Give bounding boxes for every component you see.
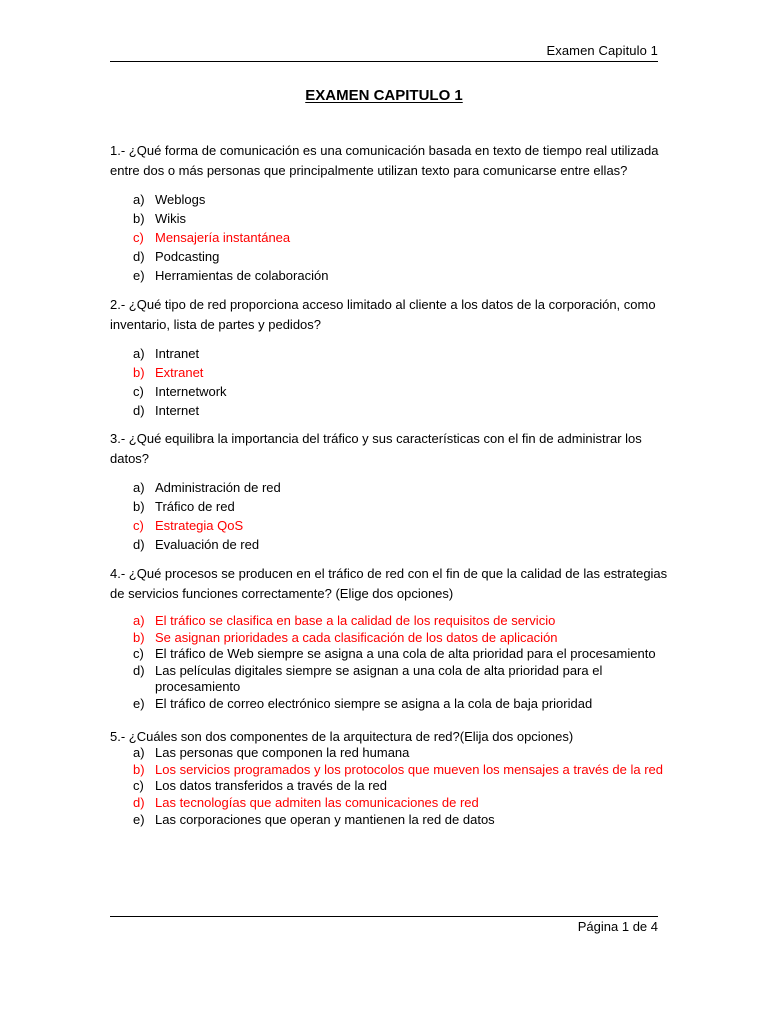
question-3: 3.- ¿Qué equilibra la importancia del tráfico y sus características con el fin de administrar los datos? [110,431,642,466]
option-text: El tráfico de correo electrónico siempre se asigna a la cola de baja prioridad [155,695,593,711]
option-letter: b) [133,629,145,645]
option-letter: b) [133,761,145,777]
option-1b [110,209,670,228]
option-3a [110,478,670,497]
page-number: Página 1 de 4 [577,919,658,934]
option-letter: a) [133,192,145,207]
option-text: Internetwork [155,384,227,399]
option-text: Las tecnologías que admiten las comunicaciones de red [155,794,479,810]
option-text: El tráfico se clasifica en base a la calidad de los requisitos de servicio [155,613,556,628]
option-text: Estrategia QoS [155,518,244,533]
exam-content [110,141,670,828]
option-text: Podcasting [155,249,220,264]
question-5: 5.- ¿Cuáles son dos componentes de la arquitectura de red?(Elija dos opciones) [110,728,574,744]
option-5c [110,778,670,795]
option-2b-correct [110,363,670,382]
footer-divider [110,916,658,917]
option-1a [110,190,670,209]
question-4: 4.- ¿Qué procesos se producen en el tráfico de red con el fin de que la calidad de las estrategias de servicios funciones correctamente? (Elige dos opciones) [110,566,668,601]
page-header: Examen Capitulo 1 [546,43,658,58]
option-text: Wikis [155,211,187,226]
option-3b [110,497,670,516]
option-2a [110,344,670,363]
option-text: Intranet [155,346,200,361]
option-text: Las corporaciones que operan y mantienen la red de datos [155,811,495,827]
option-text: Los servicios programados y los protocolos que mueven los mensajes a través de la red [155,761,663,777]
option-text: Se asignan prioridades a cada clasificación de los datos de aplicación [155,629,558,645]
option-letter: e) [133,695,145,711]
option-letter: a) [133,346,145,361]
option-text: Administración de red [155,480,281,495]
option-letter: d) [133,794,145,810]
option-5d-correct [110,795,670,812]
option-letter: a) [133,480,145,495]
option-letter: b) [133,365,145,380]
option-4b-correct [110,630,670,647]
option-text: Mensajería instantánea [155,230,291,245]
question-3-options [110,478,670,554]
option-letter: b) [133,211,145,226]
option-text: Las personas que componen la red humana [155,745,410,761]
option-5a [110,745,670,762]
option-letter: d) [133,249,145,264]
question-2: 2.- ¿Qué tipo de red proporciona acceso limitado al cliente a los datos de la corporación, como inventario, lista de partes y pedidos? [110,297,656,332]
option-letter: c) [133,518,144,533]
option-letter: d) [133,537,145,552]
option-text: Tráfico de red [155,499,235,514]
option-letter: a) [133,745,145,761]
question-4-options [110,613,670,713]
question-1: 1.- ¿Qué forma de comunicación es una comunicación basada en texto de tiempo real utilizada entre dos o más personas que principalmente utilizan texto para comunicarse entre ellas? [110,143,659,178]
option-3d [110,535,670,554]
option-1e [110,266,670,285]
option-text: Internet [155,403,200,418]
header-divider [110,61,658,62]
option-2d [110,401,670,420]
option-text: El tráfico de Web siempre se asigna a una cola de alta prioridad para el procesamiento [155,646,656,662]
option-text: Las películas digitales siempre se asignan a una cola de alta prioridad para el procesamiento [155,662,603,695]
question-1-options [110,190,670,285]
option-2c [110,382,670,401]
option-letter: c) [133,230,144,245]
option-1c-correct [110,228,670,247]
option-1d [110,247,670,266]
option-text: Evaluación de red [155,537,260,552]
option-letter: e) [133,811,145,827]
question-5-options [110,745,670,828]
option-5e [110,812,670,829]
option-text: Herramientas de colaboración [155,268,329,283]
option-3c-correct [110,516,670,535]
option-letter: a) [133,613,145,628]
option-letter: c) [133,646,144,662]
option-letter: d) [133,662,145,678]
option-text: Extranet [155,365,204,380]
option-4a-correct [110,613,670,630]
option-5b-correct [110,762,670,779]
question-2-options [110,344,670,420]
option-4e [110,696,670,713]
option-letter: c) [133,384,144,399]
option-letter: b) [133,499,145,514]
option-4d [110,663,670,696]
exam-title: EXAMEN CAPITULO 1 [305,87,463,104]
option-letter: d) [133,403,145,418]
option-4c [110,646,670,663]
option-text: Los datos transferidos a través de la red [155,778,387,794]
option-text: Weblogs [155,192,206,207]
option-letter: c) [133,778,144,794]
option-letter: e) [133,268,145,283]
